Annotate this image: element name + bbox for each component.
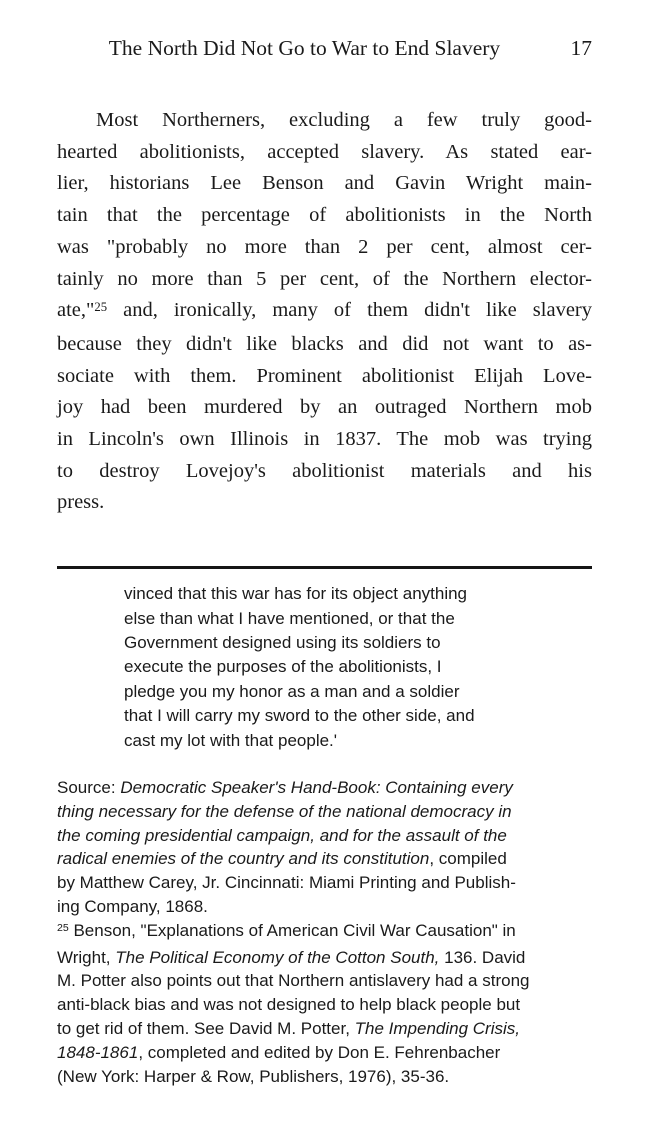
text-line: to destroy Lovejoy's abolitionist materials and his	[57, 459, 592, 482]
text-line: ate,"$^{25}$ and, ironically, many of them didn't like slavery	[57, 299, 592, 322]
text-line: execute the purposes of the abolitionists, I	[124, 657, 442, 677]
text-line: was "probably no more than 2 per cent, almost cer-	[57, 235, 592, 258]
text-line: Wright, The Political Economy of the Cotton South, 136. David	[57, 947, 526, 967]
text-line: cast my lot with that people.'	[124, 730, 338, 750]
page-number: 17	[570, 36, 592, 60]
text-line: pledge you my honor as a man and a soldier	[124, 681, 460, 701]
text-line: $^{25}$ Benson, "Explanations of American Civil War Causation" in	[57, 920, 516, 940]
text-line: press.	[57, 491, 105, 514]
text-line: Most Northerners, excluding a few truly good-	[96, 109, 592, 131]
text-line: thing necessary for the defense of the national democracy in	[57, 801, 512, 821]
text-line: hearted abolitionists, accepted slavery. As stated ear-	[57, 140, 592, 163]
text-line: lier, historians Lee Benson and Gavin Wright main-	[57, 172, 592, 195]
text-line: tain that the percentage of abolitionists in the North	[57, 204, 592, 227]
text-line: Source: Democratic Speaker's Hand-Book: Containing every	[57, 777, 513, 797]
text-line: 1848-1861, completed and edited by Don E. Fehrenbacher	[57, 1042, 501, 1062]
text-line: radical enemies of the country and its constitution, compiled	[57, 849, 507, 869]
text-line: else than what I have mentioned, or that the	[124, 608, 455, 628]
text-line: that I will carry my sword to the other side, and	[124, 706, 475, 726]
page-header	[57, 37, 592, 59]
notes-section	[57, 776, 592, 1088]
text-line: to get rid of them. See David M. Potter, The Impending Crisis,	[57, 1018, 520, 1038]
text-line: the coming presidential campaign, and for the assault of the	[57, 825, 507, 845]
text-line: ing Company, 1868.	[57, 896, 208, 916]
text-line: tainly no more than 5 per cent, of the Northern elector-	[57, 267, 592, 290]
text-line: sociate with them. Prominent abolitionist Elijah Love-	[57, 364, 592, 387]
text-line: Government designed using its soldiers to	[124, 632, 441, 652]
running-title: The North Did Not Go to War to End Slavery	[108, 36, 501, 60]
block-quote	[57, 582, 592, 753]
text-line: in Lincoln's own Illinois in 1837. The mob was trying	[57, 428, 592, 451]
footnote-rule	[57, 566, 592, 569]
text-line: vinced that this war has for its object anything	[124, 584, 468, 604]
text-line: (New York: Harper & Row, Publishers, 1976), 35-36.	[57, 1066, 450, 1086]
text-line: by Matthew Carey, Jr. Cincinnati: Miami Printing and Publish-	[57, 873, 516, 893]
text-line: joy had been murdered by an outraged Northern mob	[57, 396, 592, 419]
text-line: M. Potter also points out that Northern antislavery had a strong	[57, 971, 530, 991]
text-line: because they didn't like blacks and did not want to as-	[57, 332, 592, 355]
body-paragraph	[57, 105, 592, 519]
footnote-25	[57, 919, 592, 1089]
source-note	[57, 776, 592, 919]
text-line: anti-black bias and was not designed to help black people but	[57, 995, 521, 1015]
